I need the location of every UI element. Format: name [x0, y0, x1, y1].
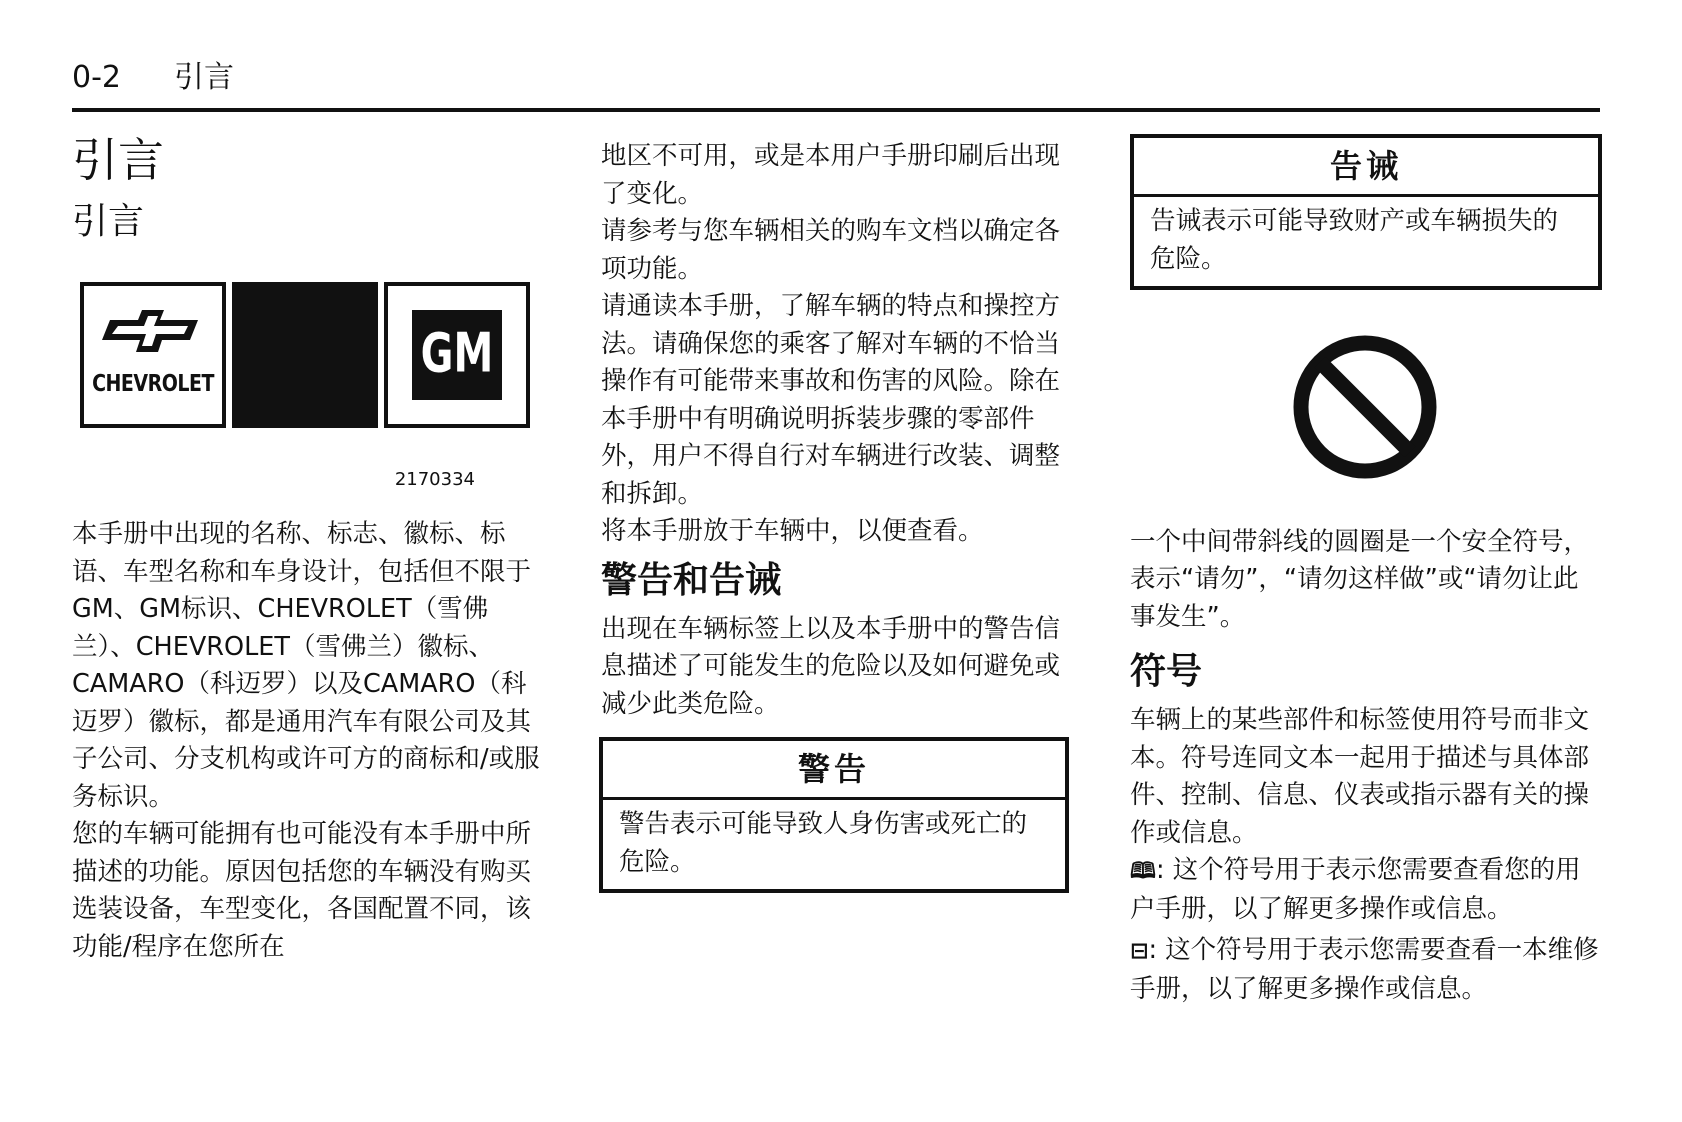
chevrolet-logo — [80, 282, 226, 428]
service-manual-symbol-item — [1130, 932, 1602, 1008]
page-header — [72, 58, 234, 98]
caution-box — [1130, 134, 1602, 290]
read-manual-paragraph: 请通读本手册，了解车辆的特点和操控方法。请确保您的乘客了解对车辆的不恰当操作有可能带来事故和伤害的风险。除在本手册中有明确说明拆装步骤的零部件外，用户不得自行对车辆进行改装、调整和拆卸。 — [601, 291, 1061, 509]
section-name: 引言 — [174, 60, 234, 95]
page-title: 引言 — [72, 133, 164, 187]
column-2 — [601, 138, 1071, 893]
page-subtitle: 引言 — [72, 201, 145, 242]
gm-wordmark: GM — [420, 322, 494, 386]
image-code: 2170334 — [394, 469, 475, 490]
column-1 — [72, 130, 547, 966]
service-manual-icon: ⊟ — [1130, 939, 1149, 964]
chevrolet-wordmark: CHEVROLET — [92, 370, 214, 398]
column-3 — [1130, 130, 1602, 1008]
warning-title: 警告 — [603, 741, 1065, 800]
black-square — [232, 282, 378, 428]
gm-logo — [384, 282, 530, 428]
symbols-intro: 车辆上的某些部件和标签使用符号而非文本。符号连同文本一起用于描述与具体部件、控制、信息、仪表或指示器有关的操作或信息。 — [1130, 705, 1590, 848]
purchase-docs-paragraph: 请参考与您车辆相关的购车文档以确定各项功能。 — [601, 216, 1061, 284]
service-manual-symbol-text: : 这个符号用于表示您需要查看一本维修手册，以了解更多操作或信息。 — [1130, 935, 1599, 1004]
warning-box — [599, 737, 1069, 893]
book-icon: 🕮 — [1130, 859, 1156, 884]
header-rule — [72, 108, 1600, 112]
trademark-paragraph: 本手册中出现的名称、标志、徽标、标语、车型名称和车身设计，包括但不限于GM、GM标识、CHEVROLET（雪佛兰）、CHEVROLET（雪佛兰）徽标、CAMARO（科迈罗）以及CAMARO（科迈罗）徽标，都是通用汽车有限公司及其子公司、分支机构或许可方的商标和/或服务标识。 — [72, 519, 540, 812]
caution-body: 告诫表示可能导致财产或车辆损失的危险。 — [1150, 206, 1559, 274]
prohibition-icon — [1292, 334, 1438, 480]
caution-title: 告诫 — [1134, 138, 1598, 197]
symbols-heading: 符号 — [1130, 651, 1203, 692]
features-paragraph: 您的车辆可能拥有也可能没有本手册中所描述的功能。原因包括您的车辆没有购买选装设备，车型变化，各国配置不同，该功能/程序在您所在 — [72, 819, 532, 962]
owner-manual-symbol-text: : 这个符号用于表示您需要查看您的用户手册，以了解更多操作或信息。 — [1130, 855, 1581, 924]
warnings-paragraph: 出现在车辆标签上以及本手册中的警告信息描述了可能发生的危险以及如何避免或减少此类危险。 — [601, 613, 1061, 719]
keep-manual-paragraph: 将本手册放于车辆中，以便查看。 — [601, 516, 984, 546]
prohibit-paragraph: 一个中间带斜线的圆圈是一个安全符号，表示“请勿”，“请勿这样做”或“请勿让此事发生”。 — [1130, 526, 1590, 632]
warnings-heading: 警告和告诫 — [601, 559, 782, 601]
page-number: 0-2 — [72, 60, 121, 95]
brand-logos — [80, 282, 547, 428]
owner-manual-symbol-item — [1130, 852, 1602, 928]
continued-paragraph: 地区不可用，或是本用户手册印刷后出现了变化。 — [601, 141, 1061, 209]
bowtie-icon — [98, 306, 208, 356]
warning-body: 警告表示可能导致人身伤害或死亡的危险。 — [619, 809, 1028, 877]
